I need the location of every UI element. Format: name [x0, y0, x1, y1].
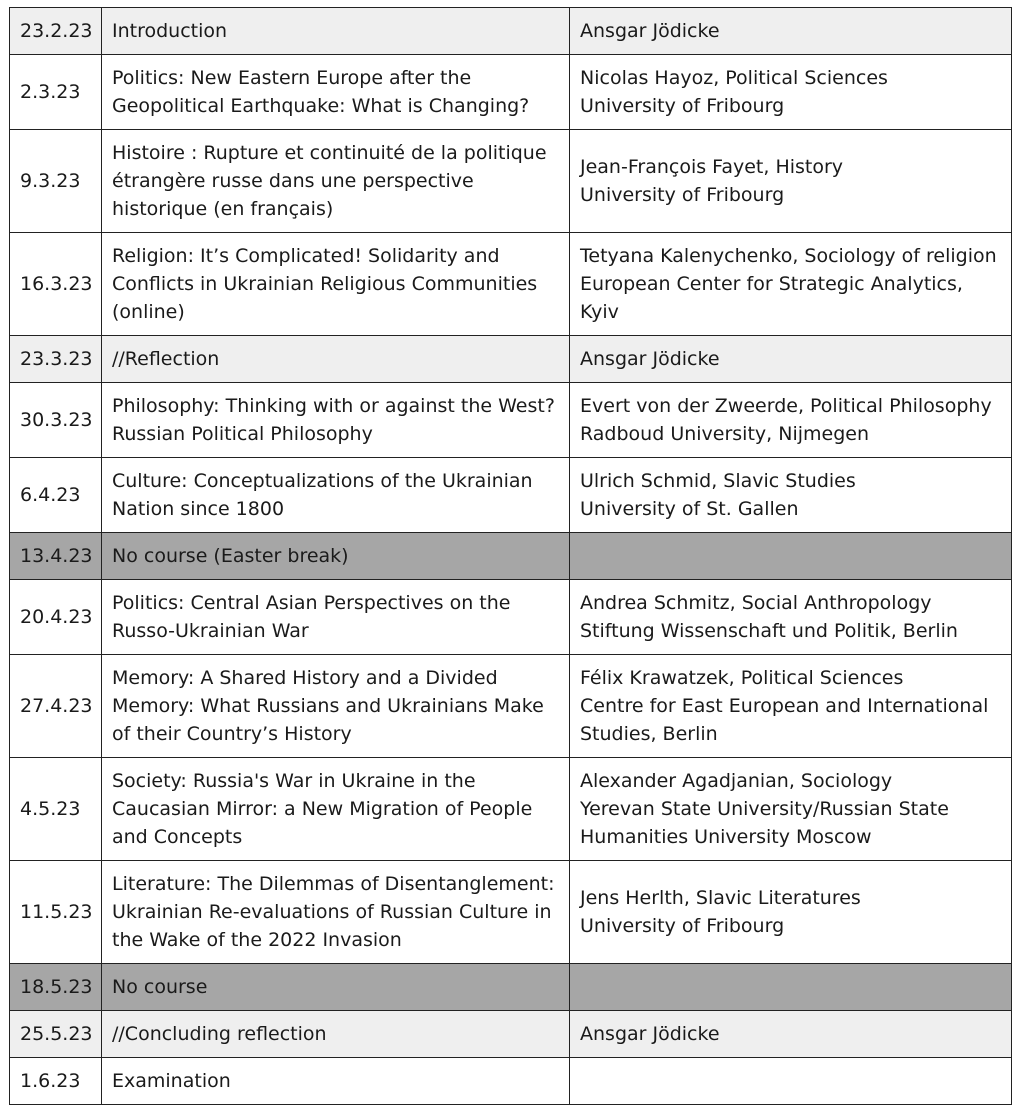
topic-line: of their Country’s History: [112, 723, 352, 745]
speaker-line: European Center for Strategic Analytics, Kyiv: [580, 273, 963, 323]
topic-cell: [102, 533, 570, 580]
date-cell: 6.4.23: [10, 458, 102, 533]
speaker-line: Jens Herlth, Slavic Literatures: [580, 887, 861, 909]
topic-line: Geopolitical Earthquake: What is Changing?: [112, 95, 530, 117]
topic-line: Politics: New Eastern Europe after the: [112, 67, 472, 89]
speaker-line: Ansgar Jödicke: [580, 1023, 720, 1045]
topic-line: No course: [112, 976, 208, 998]
topic-cell: [102, 8, 570, 55]
speaker-line: University of St. Gallen: [580, 498, 799, 520]
topic-line: the Wake of the 2022 Invasion: [112, 929, 402, 951]
topic-line: Memory: A Shared History and a Divided: [112, 667, 498, 689]
date-cell: 23.2.23: [10, 8, 102, 55]
speaker-line: Yerevan State University/Russian State: [580, 798, 949, 820]
speaker-line: Ansgar Jödicke: [580, 348, 720, 370]
schedule-body: [10, 8, 1012, 1105]
topic-line: No course (Easter break): [112, 545, 349, 567]
speaker-line: Andrea Schmitz, Social Anthropology: [580, 592, 932, 614]
topic-line: Russian Political Philosophy: [112, 423, 373, 445]
speaker-line: Nicolas Hayoz, Political Sciences: [580, 67, 888, 89]
course-schedule-table: [9, 7, 1012, 1105]
speaker-cell: [570, 8, 1012, 55]
date-cell: 18.5.23: [10, 964, 102, 1011]
table-row: [10, 383, 1012, 458]
topic-cell: [102, 861, 570, 964]
topic-cell: [102, 130, 570, 233]
date-cell: 27.4.23: [10, 655, 102, 758]
topic-line: Culture: Conceptualizations of the Ukrainian: [112, 470, 533, 492]
topic-line: Histoire : Rupture et continuité de la politique: [112, 142, 547, 164]
speaker-line: Centre for East European and International: [580, 695, 989, 717]
topic-line: Examination: [112, 1070, 231, 1092]
table-row: [10, 1011, 1012, 1058]
topic-line: //Concluding reflection: [112, 1023, 327, 1045]
speaker-cell: [570, 580, 1012, 655]
speaker-line: Evert von der Zweerde, Political Philosophy: [580, 395, 992, 417]
table-row: [10, 55, 1012, 130]
speaker-cell: [570, 336, 1012, 383]
speaker-line: Félix Krawatzek, Political Sciences: [580, 667, 904, 689]
topic-line: //Reflection: [112, 348, 220, 370]
topic-cell: [102, 580, 570, 655]
speaker-line: Alexander Agadjanian, Sociology: [580, 770, 893, 792]
topic-line: and Concepts: [112, 826, 243, 848]
date-cell: 30.3.23: [10, 383, 102, 458]
topic-line: Philosophy: Thinking with or against the West?: [112, 395, 555, 417]
topic-line: Memory: What Russians and Ukrainians Make: [112, 695, 544, 717]
table-row: [10, 655, 1012, 758]
topic-cell: [102, 1058, 570, 1105]
speaker-line: Stiftung Wissenschaft und Politik, Berlin: [580, 620, 958, 642]
topic-line: Introduction: [112, 20, 228, 42]
topic-cell: [102, 233, 570, 336]
table-row: [10, 758, 1012, 861]
date-cell: 11.5.23: [10, 861, 102, 964]
topic-line: (online): [112, 301, 185, 323]
topic-line: Literature: The Dilemmas of Disentanglement:: [112, 873, 555, 895]
date-cell: 20.4.23: [10, 580, 102, 655]
table-row: [10, 1058, 1012, 1105]
table-row: [10, 130, 1012, 233]
topic-cell: [102, 1011, 570, 1058]
table-row: [10, 233, 1012, 336]
topic-line: Nation since 1800: [112, 498, 285, 520]
topic-line: Politics: Central Asian Perspectives on the: [112, 592, 511, 614]
speaker-line: Radboud University, Nijmegen: [580, 423, 869, 445]
date-cell: 4.5.23: [10, 758, 102, 861]
topic-cell: [102, 458, 570, 533]
speaker-cell: [570, 533, 1012, 580]
speaker-cell: [570, 1058, 1012, 1105]
speaker-cell: [570, 964, 1012, 1011]
topic-cell: [102, 55, 570, 130]
table-row: [10, 8, 1012, 55]
speaker-cell: [570, 130, 1012, 233]
date-cell: 2.3.23: [10, 55, 102, 130]
date-cell: 9.3.23: [10, 130, 102, 233]
table-row: [10, 458, 1012, 533]
date-cell: 1.6.23: [10, 1058, 102, 1105]
speaker-cell: [570, 458, 1012, 533]
speaker-line: Humanities University Moscow: [580, 826, 872, 848]
speaker-cell: [570, 383, 1012, 458]
topic-line: Society: Russia's War in Ukraine in the: [112, 770, 476, 792]
speaker-cell: [570, 233, 1012, 336]
speaker-cell: [570, 758, 1012, 861]
topic-cell: [102, 383, 570, 458]
topic-line: Caucasian Mirror: a New Migration of People: [112, 798, 533, 820]
speaker-line: University of Fribourg: [580, 184, 785, 206]
date-cell: 16.3.23: [10, 233, 102, 336]
topic-line: historique (en français): [112, 198, 334, 220]
speaker-cell: [570, 1011, 1012, 1058]
speaker-line: University of Fribourg: [580, 95, 785, 117]
topic-line: Russo-Ukrainian War: [112, 620, 309, 642]
table-row: [10, 964, 1012, 1011]
topic-cell: [102, 758, 570, 861]
speaker-cell: [570, 861, 1012, 964]
date-cell: 23.3.23: [10, 336, 102, 383]
speaker-line: Tetyana Kalenychenko, Sociology of religion: [580, 245, 997, 267]
topic-line: Ukrainian Re-evaluations of Russian Culture in: [112, 901, 552, 923]
topic-line: Religion: It’s Complicated! Solidarity and: [112, 245, 500, 267]
speaker-line: Ansgar Jödicke: [580, 20, 720, 42]
topic-cell: [102, 336, 570, 383]
table-row: [10, 580, 1012, 655]
table-row: [10, 336, 1012, 383]
topic-cell: [102, 655, 570, 758]
topic-cell: [102, 964, 570, 1011]
date-cell: 13.4.23: [10, 533, 102, 580]
table-row: [10, 861, 1012, 964]
table-row: [10, 533, 1012, 580]
speaker-line: Ulrich Schmid, Slavic Studies: [580, 470, 856, 492]
speaker-line: Studies, Berlin: [580, 723, 718, 745]
speaker-line: Jean-François Fayet, History: [580, 156, 844, 178]
speaker-cell: [570, 55, 1012, 130]
date-cell: 25.5.23: [10, 1011, 102, 1058]
speaker-line: University of Fribourg: [580, 915, 785, 937]
speaker-cell: [570, 655, 1012, 758]
topic-line: étrangère russe dans une perspective: [112, 170, 474, 192]
topic-line: Conflicts in Ukrainian Religious Communities: [112, 273, 538, 295]
